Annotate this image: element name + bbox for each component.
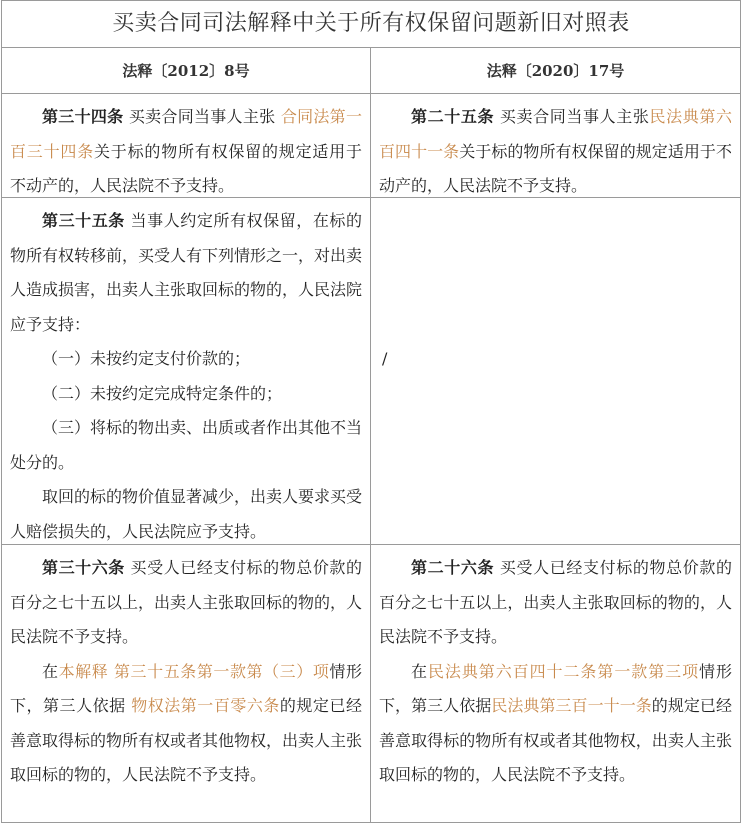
new-article-26 (371, 545, 740, 823)
old-article-34 (2, 94, 370, 197)
old-article-36 (2, 545, 370, 823)
article-number: 第二十六条 (411, 558, 495, 577)
article-number: 第二十五条 (411, 107, 495, 126)
text: 关于标的物所有权保留的规定适用于不动产的，人民法院不予支持。 (10, 141, 362, 195)
new-article-25 (371, 94, 740, 197)
article-number: 第三十六条 (42, 558, 125, 577)
text: 买卖合同当事人主张 (128, 107, 276, 126)
law-link[interactable]: 本解释 第三十五条第一款第（三）项 (58, 661, 330, 681)
article-number: 第三十四条 (42, 107, 124, 126)
text: 当事人约定所有权保留，在标的物所有权转移前，买受人有下列情形之一，对出卖人造成损害，出卖人主张取回标的物的，人民法院应予支持： (10, 211, 363, 334)
list-item: （三）将标的物出卖、出质或者作出其他不当处分的。 (10, 418, 363, 472)
text: 在 (411, 661, 428, 681)
text: 买卖合同当事人主张 (499, 107, 650, 126)
text: 关于标的物所有权保留的规定适用于不动产的，人民法院不予支持。 (379, 141, 732, 195)
text: 买受人已经支付标的物总价款的百分之七十五以上，出卖人主张取回标的物的，人民法院不予支持。 (10, 558, 363, 646)
list-item: （二）未按约定完成特定条件的； (42, 383, 283, 403)
text: 买受人已经支付标的物总价款的百分之七十五以上，出卖人主张取回标的物的，人民法院不予支持。 (379, 558, 732, 646)
header-new: 法释〔2020〕17号 (486, 62, 625, 80)
law-link[interactable]: 民法典第三百一十一条 (491, 696, 652, 715)
text: 在 (42, 661, 59, 681)
law-link[interactable]: 民法典第六百四十一条 (379, 107, 732, 161)
text: 的规定已经善意取得标的物所有权或者其他物权，出卖人主张取回标的物的，人民法院不予支持。 (379, 696, 732, 784)
header-old: 法释〔2012〕8号 (122, 62, 250, 80)
paragraph: 取回的标的物价值显著减少，出卖人要求买受人赔偿损失的，人民法院应予支持。 (10, 487, 363, 541)
law-link[interactable]: 合同法第一百三十四条 (10, 107, 362, 161)
law-link[interactable]: 民法典第六百四十二条第一款第三项 (427, 661, 700, 681)
article-number: 第三十五条 (42, 211, 125, 230)
no-corresponding-article: / (382, 349, 388, 368)
text: 情形下，第三人依据 (10, 661, 362, 715)
comparison-table (1, 0, 741, 823)
old-article-35 (2, 198, 370, 544)
list-item: （一）未按约定支付价款的； (42, 349, 251, 368)
table-title: 买卖合同司法解释中关于所有权保留问题新旧对照表 (2, 1, 740, 48)
law-link[interactable]: 物权法第一百零六条 (131, 696, 280, 715)
text: 的规定已经善意取得标的物所有权或者其他物权，出卖人主张取回标的物的，人民法院不予支持。 (10, 696, 363, 784)
text: 情形下，第三人依据 (379, 661, 732, 715)
